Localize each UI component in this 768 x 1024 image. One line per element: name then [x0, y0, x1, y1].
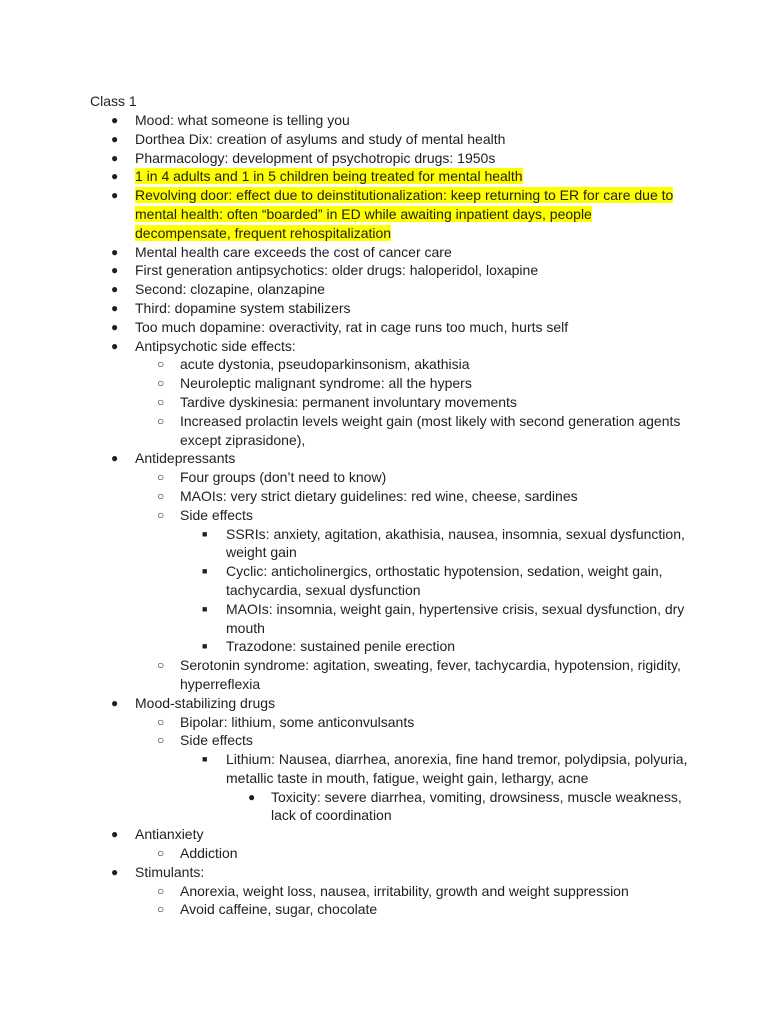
list-item-text: Mood: what someone is telling you: [135, 112, 350, 128]
list-item-text: Tardive dyskinesia: permanent involuntary movements: [180, 393, 517, 410]
list-item: [90, 600, 690, 638]
list-bullet-icon: ○: [157, 507, 165, 522]
list-bullet-icon: ■: [202, 566, 208, 577]
list-bullet-icon: ■: [202, 528, 208, 539]
list-item: [90, 261, 690, 280]
list-item-text: Third: dopamine system stabilizers: [135, 299, 351, 316]
list-item-text: Anorexia, weight loss, nausea, irritability, growth and weight suppression: [180, 882, 629, 899]
list-bullet-icon: ●: [111, 150, 119, 165]
list-item: [90, 299, 690, 318]
list-item-text: Neuroleptic malignant syndrome: all the hypers: [180, 375, 472, 392]
list-item-text: First generation antipsychotics: older drugs: haloperidol, loxapine: [135, 262, 539, 279]
list-bullet-icon: ○: [157, 846, 165, 861]
list-item-text: MAOIs: insomnia, weight gain, hypertensive crisis, sexual dysfunction, dry mouth: [226, 600, 685, 636]
list-bullet-icon: ●: [111, 319, 119, 334]
list-bullet-icon: ○: [157, 883, 165, 898]
list-item: [90, 186, 690, 242]
list-item: [90, 243, 690, 262]
list-item-text: Addiction: [180, 845, 238, 862]
list-item: [90, 506, 690, 525]
list-item-text: Trazodone: sustained penile erection: [226, 638, 456, 655]
list-item-text: MAOIs: very strict dietary guidelines: red wine, cheese, sardines: [180, 487, 578, 504]
list-bullet-icon: ○: [157, 488, 165, 503]
list-item-text: Antipsychotic side effects:: [135, 337, 296, 354]
list-item: [90, 149, 690, 168]
list-item-text: SSRIs: anxiety, agitation, akathisia, nausea, insomnia, sexual dysfunction, weight gain: [226, 525, 685, 561]
list-item: [90, 468, 690, 487]
list-bullet-icon: ●: [111, 113, 119, 127]
list-item-text: Antianxiety: [135, 826, 204, 843]
list-item: [90, 637, 690, 656]
list-item: [90, 900, 690, 919]
list-item: [90, 280, 690, 299]
list-bullet-icon: ●: [111, 300, 119, 315]
list-item-text: Stimulants:: [135, 863, 205, 880]
list-item: [90, 374, 690, 393]
list-bullet-icon: ■: [202, 641, 208, 652]
list-item-text: Four groups (don’t need to know): [180, 469, 387, 486]
list-item-text: Avoid caffeine, sugar, chocolate: [180, 901, 378, 918]
list-item: [90, 562, 690, 600]
list-item-text: Mood-stabilizing drugs: [135, 694, 276, 711]
list-item: [90, 111, 690, 130]
list-item: [90, 750, 690, 788]
list-bullet-icon: ○: [157, 413, 165, 428]
list-bullet-icon: ●: [111, 263, 119, 278]
list-bullet-icon: ●: [111, 282, 119, 297]
list-item: [90, 525, 690, 563]
list-item: [90, 656, 690, 694]
list-item: [90, 130, 690, 149]
list-item-text: Side effects: [180, 506, 253, 523]
list-item-text: acute dystonia, pseudoparkinsonism, akathisia: [180, 356, 470, 373]
list-bullet-icon: ●: [111, 169, 119, 184]
list-bullet-icon: ●: [248, 789, 256, 804]
list-bullet-icon: ●: [111, 864, 119, 879]
list-bullet-icon: ●: [111, 451, 119, 466]
list-item: [90, 318, 690, 337]
list-bullet-icon: ●: [111, 695, 119, 710]
list-bullet-icon: ○: [157, 733, 165, 748]
list-item: [90, 882, 690, 901]
list-bullet-icon: ○: [157, 658, 165, 673]
list-item-text: Antidepressants: [135, 450, 236, 467]
list-item-text: Mental health care exceeds the cost of cancer care: [135, 243, 452, 260]
list-item: [90, 863, 690, 882]
list-bullet-icon: ●: [111, 131, 119, 146]
list-item: [90, 844, 690, 863]
list-bullet-icon: ■: [202, 603, 208, 614]
list-item-text: Too much dopamine: overactivity, rat in cage runs too much, hurts self: [135, 318, 569, 335]
list-item: [90, 825, 690, 844]
list-bullet-icon: ○: [157, 394, 165, 409]
list-item-text: Cyclic: anticholinergics, orthostatic hypotension, sedation, weight gain, tachycardia, sexual dysfunction: [226, 563, 663, 598]
list-item-text: Pharmacology: development of psychotropic drugs: 1950s: [135, 149, 496, 166]
list-bullet-icon: ●: [111, 188, 119, 203]
list-item: [90, 167, 690, 186]
list-bullet-icon: ●: [111, 244, 119, 259]
list-item: [90, 713, 690, 732]
list-item-text: Revolving door: effect due to deinstitutionalization: keep returning to ER for care due to mental health: often “boarded” in ED while awaiting inpatient days, people decompensate, frequent rehospitalization: [135, 187, 674, 241]
list-item: [90, 694, 690, 713]
list-item: [90, 731, 690, 750]
list-item-text: Toxicity: severe diarrhea, vomiting, drowsiness, muscle weakness, lack of coordination: [271, 788, 682, 824]
list-bullet-icon: ■: [202, 754, 208, 765]
list-bullet-icon: ○: [157, 470, 165, 485]
list-item-text: Bipolar: lithium, some anticonvulsants: [180, 713, 415, 730]
document-body: [90, 92, 690, 919]
list-item-text: Serotonin syndrome: agitation, sweating, fever, tachycardia, hypotension, rigidity, hyperreflexia: [180, 657, 681, 692]
list-bullet-icon: ○: [157, 714, 165, 729]
notes-list: [90, 111, 690, 919]
list-item-text: 1 in 4 adults and 1 in 5 children being treated for mental health: [135, 168, 523, 185]
page-title: Class 1: [90, 93, 137, 109]
list-item-text: Side effects: [180, 732, 253, 749]
list-item-text: Lithium: Nausea, diarrhea, anorexia, fine hand tremor, polydipsia, polyuria, metallic taste in mouth, fatigue, weight gain, lethargy, acne: [226, 751, 688, 786]
list-item: [90, 449, 690, 468]
list-item-text: Dorthea Dix: creation of asylums and study of mental health: [135, 130, 506, 147]
list-item-text: Increased prolactin levels weight gain (most likely with second generation agents except ziprasidone),: [180, 412, 681, 448]
list-item: [90, 393, 690, 412]
list-item: [90, 355, 690, 374]
list-item: [90, 337, 690, 356]
list-bullet-icon: ○: [157, 376, 165, 391]
list-bullet-icon: ●: [111, 338, 119, 353]
list-item: [90, 412, 690, 450]
list-bullet-icon: ○: [157, 902, 165, 917]
list-bullet-icon: ○: [157, 357, 165, 372]
list-item: [90, 788, 690, 826]
list-bullet-icon: ●: [111, 827, 119, 842]
list-item: [90, 487, 690, 506]
list-item-text: Second: clozapine, olanzapine: [135, 281, 325, 298]
